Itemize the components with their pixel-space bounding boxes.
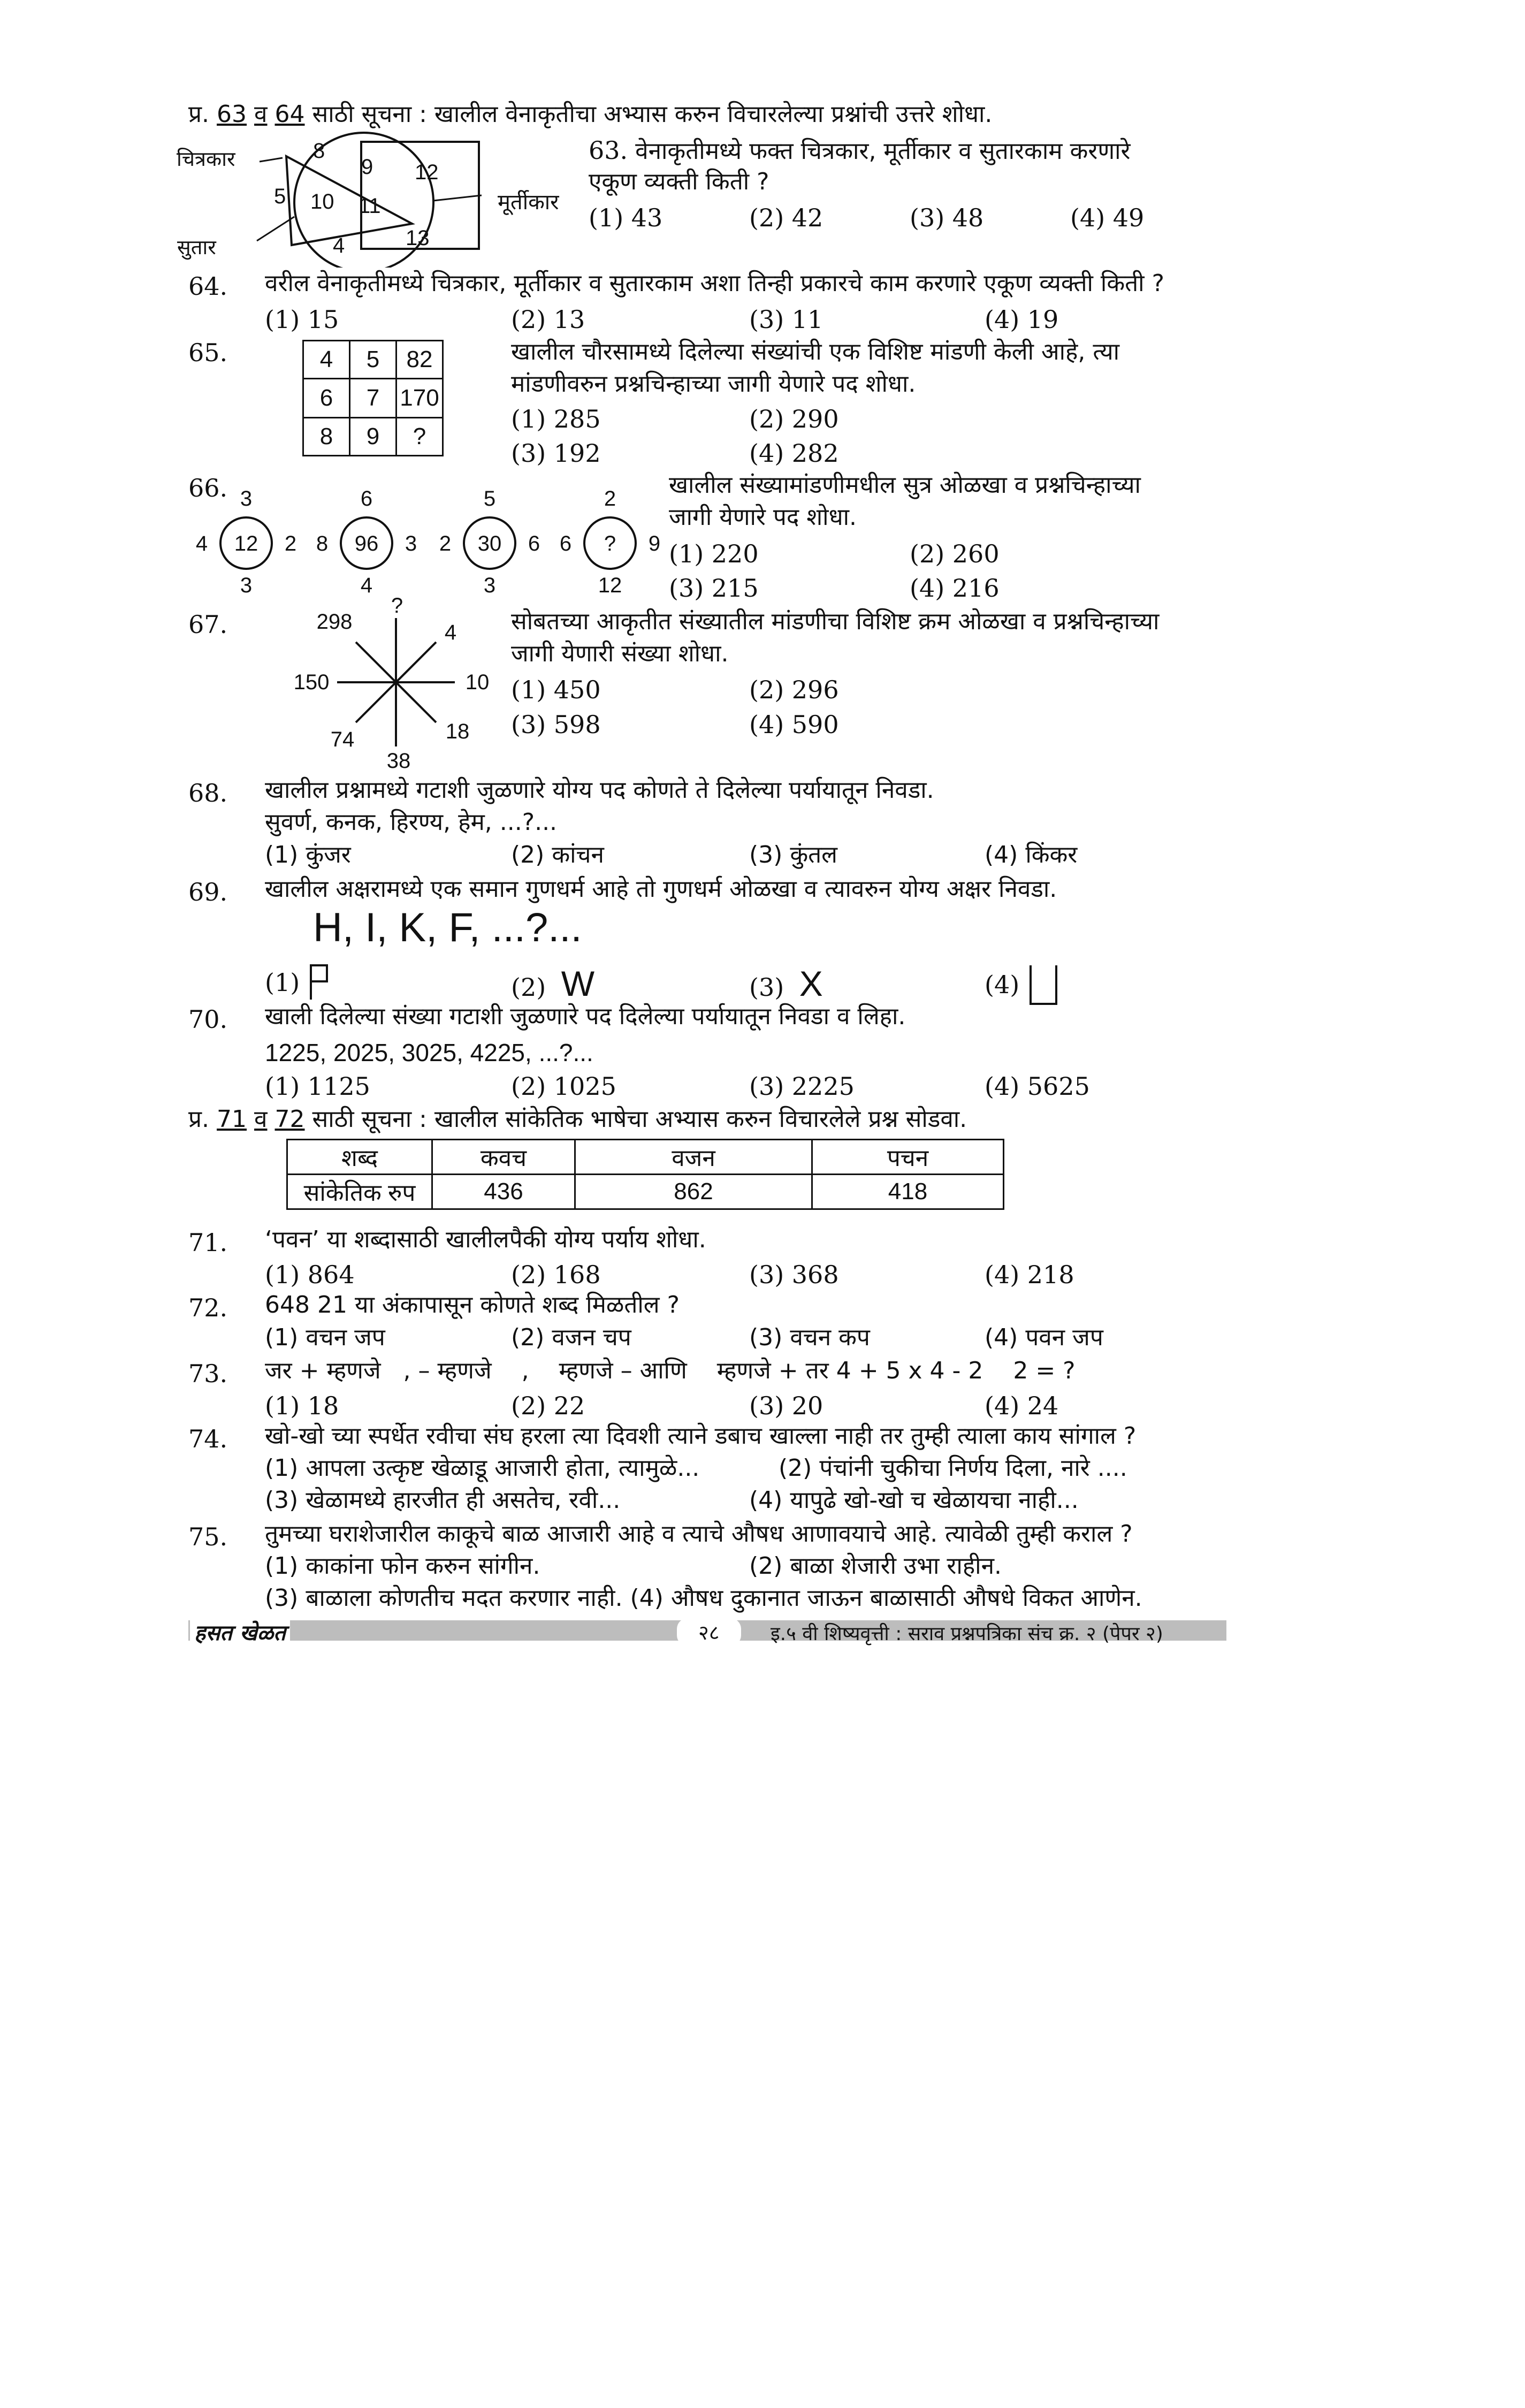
footer-logo: हसत खेळत [190, 1617, 290, 1647]
q67-number: 67. [188, 610, 228, 639]
q74-text: खो-खो च्या स्पर्धेत रवीचा संघ हरला त्या दिवशी त्याने डबाच खाल्ला नाही तर तुम्ही त्याला काय सांगाल ? [265, 1422, 1137, 1450]
q64-option-2[interactable]: (2) 13 [511, 305, 585, 334]
svg-text:6: 6 [528, 532, 540, 555]
q69-option-1[interactable]: (1) [265, 963, 332, 1001]
q71-option-4[interactable]: (4) 218 [985, 1260, 1074, 1289]
q64-number: 64. [188, 272, 228, 301]
q64-option-4[interactable]: (4) 19 [985, 305, 1059, 334]
svg-text:38: 38 [386, 749, 411, 773]
venn-number: 4 [333, 234, 345, 257]
q67-star-figure [278, 586, 503, 776]
q64-text: वरील वेनाकृतीमध्ये चित्रकार, मूर्तीकार व सुतारकाम अशा तिन्ही प्रकारचे काम करणारे एकूण व्यक्ती किती ? [265, 270, 1164, 297]
q75-option-2[interactable]: (2) बाळा शेजारी उभा राहीन. [749, 1552, 1002, 1580]
q65-option-3[interactable]: (3) 192 [511, 439, 601, 468]
q67-option-3[interactable]: (3) 598 [511, 710, 601, 739]
q68-option-1[interactable]: (1) कुंजर [265, 841, 351, 868]
svg-text:5: 5 [483, 490, 496, 510]
svg-text:18: 18 [445, 720, 470, 743]
q64-option-3[interactable]: (3) 11 [749, 305, 824, 334]
q72-number: 72. [188, 1293, 228, 1322]
q66-circle-1 [196, 490, 296, 597]
flag-shape-icon [308, 963, 332, 1001]
q67-option-1[interactable]: (1) 450 [511, 675, 601, 704]
venn-number: 12 [415, 161, 439, 184]
svg-text:12: 12 [234, 532, 258, 555]
q73-option-3[interactable]: (3) 20 [749, 1391, 824, 1420]
q66-option-2[interactable]: (2) 260 [910, 539, 1000, 568]
q66-text-line2: जागी येणारे पद शोधा. [669, 504, 857, 531]
q70-option-2[interactable]: (2) 1025 [511, 1072, 616, 1101]
q68-text: खालील प्रश्नामध्ये गटाशी जुळणारे योग्य पद कोणते ते दिलेल्या पर्यायातून निवडा. [265, 776, 934, 804]
svg-text:2: 2 [439, 532, 452, 555]
q65-text: खालील चौरसामध्ये दिलेल्या संख्यांची एक विशिष्ट मांडणी केली आहे, त्या [511, 338, 1119, 365]
q63-option-1[interactable]: (1) 43 [589, 203, 663, 232]
q68-option-4[interactable]: (4) किंकर [985, 841, 1078, 868]
q72-option-4[interactable]: (4) पवन जप [985, 1324, 1103, 1351]
q69-option-3[interactable]: (3) X [749, 964, 823, 1003]
grid-cell: 9 [350, 418, 396, 456]
q71-text: ‘पवन’ या शब्दासाठी खालीलपैकी योग्य पर्याय शोधा. [265, 1226, 706, 1253]
q74-option-3[interactable]: (3) खेळामध्ये हारजीत ही असतेच, रवी... [265, 1487, 621, 1514]
q73-option-4[interactable]: (4) 24 [985, 1391, 1059, 1420]
q71-option-3[interactable]: (3) 368 [749, 1260, 839, 1289]
code-table-cell: सांकेतिक रुप [287, 1175, 432, 1209]
svg-text:3: 3 [240, 490, 253, 510]
q66-option-3[interactable]: (3) 215 [669, 574, 759, 603]
q67-text: सोबतच्या आकृतीत संख्यातील मांडणीचा विशिष्ट क्रम ओळखा व प्रश्नचिन्हाच्या [511, 608, 1160, 635]
venn-number: 13 [406, 226, 430, 250]
q65-option-4[interactable]: (4) 282 [749, 439, 839, 468]
svg-text:12: 12 [598, 574, 622, 597]
q72-option-3[interactable]: (3) वचन कप [749, 1324, 870, 1351]
venn-number: 11 [359, 194, 381, 218]
venn-number: 10 [310, 190, 334, 214]
svg-text:?: ? [391, 594, 403, 618]
q72-option-2[interactable]: (2) वजन चप [511, 1324, 631, 1351]
venn-number: 9 [361, 155, 373, 179]
svg-text:30: 30 [477, 532, 502, 555]
q73-text: जर + म्हणजे , – म्हणजे , म्हणजे – आणि म्हणजे + तर 4 + 5 x 4 - 2 2 = ? [265, 1357, 1076, 1384]
code-table-cell: 862 [575, 1175, 812, 1209]
q65-number-grid [302, 340, 444, 456]
q68-series: सुवर्ण, कनक, हिरण्य, हेम, ...?... [265, 809, 558, 836]
q65-option-1[interactable]: (1) 285 [511, 405, 601, 433]
q66-number: 66. [188, 474, 228, 502]
svg-text:10: 10 [465, 670, 490, 694]
svg-text:298: 298 [316, 610, 353, 634]
q66-circle-figures [190, 490, 672, 597]
q73-number: 73. [188, 1359, 228, 1388]
q73-option-1[interactable]: (1) 18 [265, 1391, 339, 1420]
code-table-header: पचन [812, 1140, 1004, 1175]
grid-cell: 82 [396, 341, 443, 379]
q70-number: 70. [188, 1005, 228, 1034]
q63-option-4[interactable]: (4) 49 [1070, 203, 1145, 232]
code-table-header: वजन [575, 1140, 812, 1175]
svg-text:4: 4 [195, 532, 208, 555]
q67-option-4[interactable]: (4) 590 [749, 710, 839, 739]
q74-option-4[interactable]: (4) यापुढे खो-खो च खेळायचा नाही... [749, 1487, 1079, 1514]
grid-cell: 7 [350, 379, 396, 418]
q69-option-2[interactable]: (2) W [511, 964, 595, 1003]
q71-number: 71. [188, 1228, 228, 1257]
q66-circle-2 [316, 490, 417, 597]
q66-option-1[interactable]: (1) 220 [669, 539, 759, 568]
q73-option-2[interactable]: (2) 22 [511, 1391, 585, 1420]
svg-text:6: 6 [360, 490, 373, 510]
grid-cell: 6 [303, 379, 350, 418]
q75-option-1[interactable]: (1) काकांना फोन करुन सांगीन. [265, 1552, 540, 1580]
q67-option-2[interactable]: (2) 296 [749, 675, 839, 704]
grid-cell: 4 [303, 341, 350, 379]
q65-number: 65. [188, 338, 228, 367]
footer-page-number: २८ [677, 1618, 741, 1646]
svg-text:9: 9 [648, 532, 661, 555]
q70-option-3[interactable]: (3) 2225 [749, 1072, 855, 1101]
q66-circle-4 [560, 490, 660, 597]
q67-text-line2: जागी येणारी संख्या शोधा. [511, 640, 729, 667]
venn-number: 5 [274, 185, 286, 208]
code-table-header: शब्द [287, 1140, 432, 1175]
q75-number: 75. [188, 1522, 228, 1551]
grid-cell: ? [396, 418, 443, 456]
q68-option-3[interactable]: (3) कुंतल [749, 841, 838, 868]
q63-text-line2: एकूण व्यक्ती किती ? [589, 168, 769, 195]
svg-text:74: 74 [330, 728, 355, 751]
svg-text:2: 2 [284, 532, 297, 555]
venn-number: 8 [313, 139, 325, 163]
section-instruction-71-72: प्र. 71 व 72 साठी सूचना : खालील सांकेतिक भाषेचा अभ्यास करुन विचारलेले प्रश्न सोडवा. [188, 1106, 967, 1133]
q65-text-line2: मांडणीवरुन प्रश्नचिन्हाच्या जागी येणारे पद शोधा. [511, 370, 916, 398]
carpenter-triangle [286, 156, 412, 245]
q68-option-2[interactable]: (2) कांचन [511, 841, 604, 868]
q70-option-4[interactable]: (4) 5625 [985, 1072, 1090, 1101]
code-table [286, 1139, 1004, 1210]
svg-text:150: 150 [293, 670, 330, 694]
footer-title: इ.५ वी शिष्यवृत्ती : सराव प्रश्नपत्रिका संच क्र. २ (पेपर २) [771, 1623, 1163, 1645]
grid-cell: 8 [303, 418, 350, 456]
cup-shape-icon [1027, 963, 1059, 1006]
q75-options-3-4[interactable]: (3) बाळाला कोणतीच मदत करणार नाही. (4) औषध दुकानात जाऊन बाळासाठी औषधे विकत आणेन. [265, 1584, 1142, 1612]
q69-number: 69. [188, 878, 228, 906]
q63-option-3[interactable]: (3) 48 [910, 203, 984, 232]
q66-option-4[interactable]: (4) 216 [910, 574, 1000, 603]
grid-cell: 170 [396, 379, 443, 418]
svg-text:3: 3 [240, 574, 253, 597]
q63-text: 63. वेनाकृतीमध्ये फक्त चित्रकार, मूर्तीकार व सुतारकाम करणारे [589, 136, 1131, 165]
code-table-cell: 436 [432, 1175, 575, 1209]
q74-option-2[interactable]: (2) पंचांनी चुकीचा निर्णय दिला, नारे .... [779, 1454, 1127, 1482]
venn-label-sculptor: मूर्तीकार [498, 190, 559, 215]
q69-text: खालील अक्षरामध्ये एक समान गुणधर्म आहे तो गुणधर्म ओळखा व त्यावरुन योग्य अक्षर निवडा. [265, 875, 1057, 903]
q66-text: खालील संख्यामांडणीमधील सुत्र ओळखा व प्रश्नचिन्हाच्या [669, 471, 1141, 499]
section-instruction-63-64: प्र. 63 व 64 साठी सूचना : खालील वेनाकृतीचा अभ्यास करुन विचारलेल्या प्रश्नांची उत्तरे शोधा. [188, 101, 993, 128]
code-table-cell: 418 [812, 1175, 1004, 1209]
svg-text:4: 4 [360, 574, 373, 597]
q63-option-2[interactable]: (2) 42 [749, 203, 824, 232]
q71-option-1[interactable]: (1) 864 [265, 1260, 355, 1289]
q65-option-2[interactable]: (2) 290 [749, 405, 839, 433]
svg-text:3: 3 [483, 574, 496, 597]
q69-letter-series: H, I, K, F, ...?... [313, 905, 582, 950]
svg-text:6: 6 [559, 532, 572, 555]
q64-option-1[interactable]: (1) 15 [265, 305, 339, 334]
svg-text:2: 2 [604, 490, 616, 510]
q74-number: 74. [188, 1424, 228, 1453]
q68-number: 68. [188, 779, 228, 807]
q70-option-1[interactable]: (1) 1125 [265, 1072, 370, 1101]
grid-cell: 5 [350, 341, 396, 379]
q66-circle-3 [439, 490, 540, 597]
q71-option-2[interactable]: (2) 168 [511, 1260, 601, 1289]
svg-text:4: 4 [444, 621, 457, 644]
svg-text:3: 3 [405, 532, 417, 555]
q70-text: खाली दिलेल्या संख्या गटाशी जुळणारे पद दिलेल्या पर्यायातून निवडा व लिहा. [265, 1003, 906, 1030]
q70-series: 1225, 2025, 3025, 4225, ...?... [265, 1039, 593, 1066]
svg-text:96: 96 [354, 532, 379, 555]
code-table-header: कवच [432, 1140, 575, 1175]
venn-label-carpenter: सुतार [177, 237, 216, 259]
q69-option-4[interactable]: (4) [985, 963, 1059, 1006]
svg-text:?: ? [604, 532, 616, 555]
q75-text: तुमच्या घराशेजारील काकूचे बाळ आजारी आहे व त्याचे औषध आणावयाचे आहे. त्यावेळी तुम्ही कराल ? [265, 1520, 1133, 1548]
q74-option-1[interactable]: (1) आपला उत्कृष्ट खेळाडू आजारी होता, त्यामुळे... [265, 1454, 700, 1482]
svg-text:8: 8 [316, 532, 329, 555]
q72-text: 648 21 या अंकापासून कोणते शब्द मिळतील ? [265, 1291, 680, 1319]
q72-option-1[interactable]: (1) वचन जप [265, 1324, 385, 1351]
venn-label-painter: चित्रकार [177, 148, 235, 171]
